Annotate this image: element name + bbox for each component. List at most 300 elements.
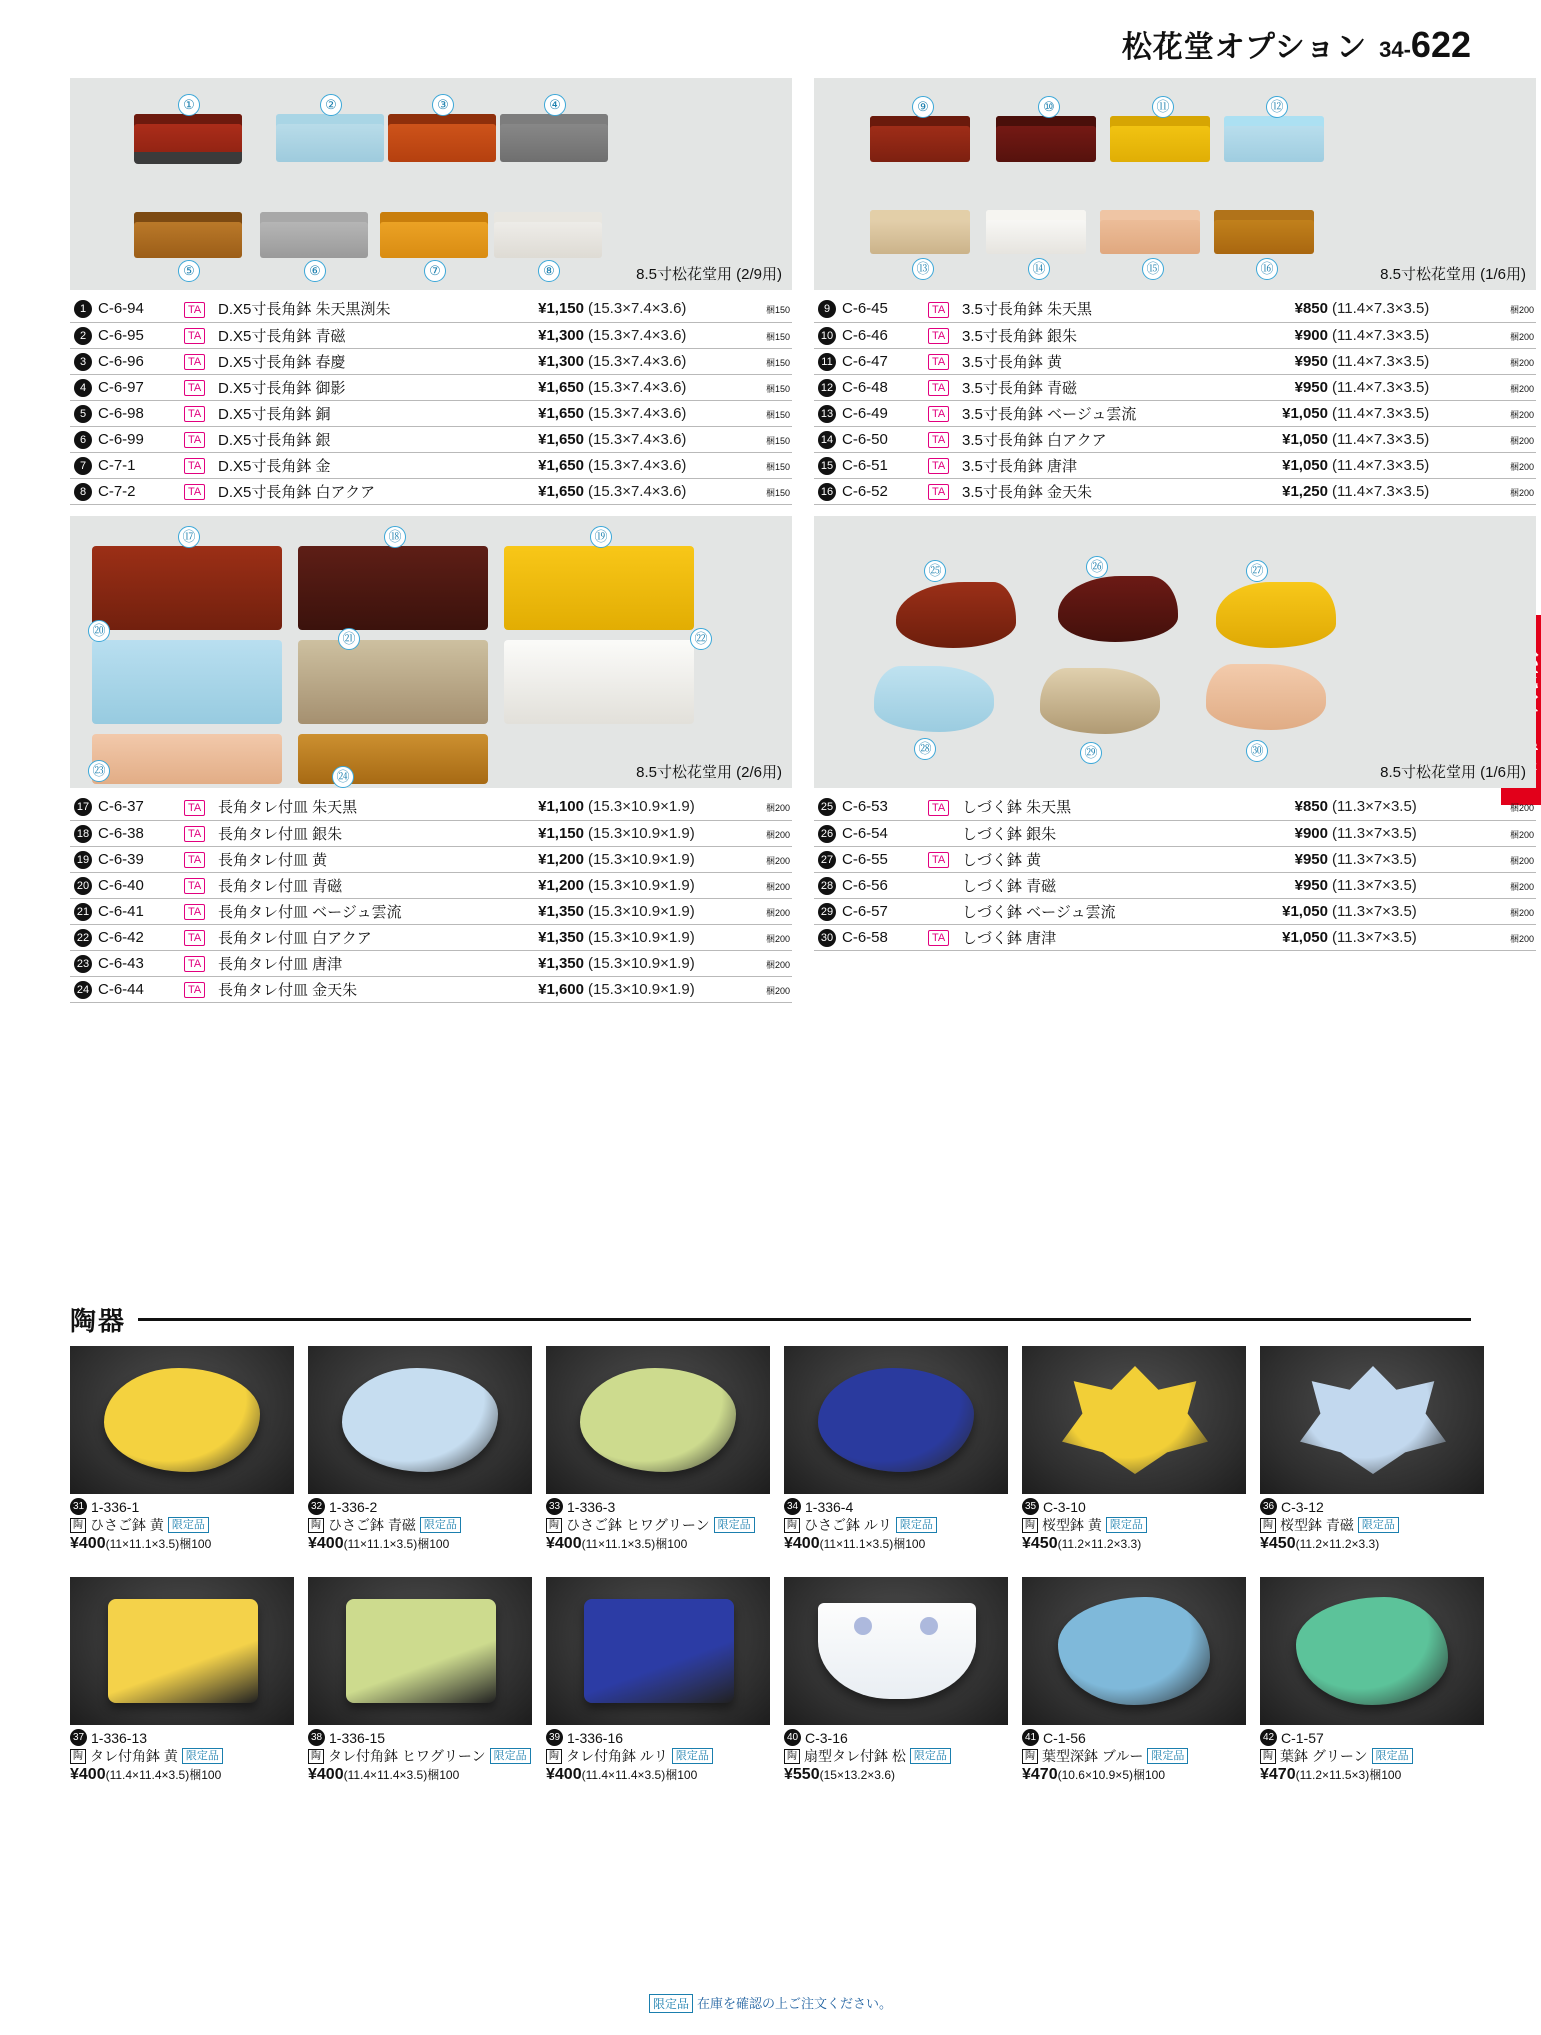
product-photo — [1022, 1577, 1246, 1725]
table-row — [814, 898, 1536, 924]
product-case: 梱100 — [189, 1768, 222, 1782]
ta-badge: TA — [182, 426, 216, 452]
product-price: ¥1,050 — [1235, 452, 1330, 478]
product-photo — [1260, 1346, 1484, 1494]
row-index: 11 — [814, 348, 840, 374]
product-name: 長角タレ付皿 金天朱 — [216, 976, 491, 1002]
product-name: 3.5寸長角鉢 青磁 — [960, 374, 1235, 400]
tou-badge: 陶 — [70, 1518, 86, 1533]
product-size: (11.4×7.3×3.5) — [1330, 452, 1480, 478]
product-name-line — [1022, 1515, 1246, 1535]
product-id-line: 39 1-336-16 — [546, 1729, 770, 1746]
ta-badge: TA — [182, 872, 216, 898]
limited-badge: 限定品 — [910, 1748, 951, 1764]
product-name: 長角タレ付皿 朱天黒 — [216, 794, 491, 820]
product-size: (15.3×7.4×3.6) — [586, 478, 736, 504]
product-name: 3.5寸長角鉢 白アクア — [960, 426, 1235, 452]
product-price: ¥1,200 — [491, 846, 586, 872]
product-size: (11.4×7.3×3.5) — [1330, 374, 1480, 400]
product-price-line — [546, 1535, 770, 1553]
table-row — [70, 400, 792, 426]
photo-marker-10: ⑩ — [1038, 96, 1060, 118]
table-row — [70, 872, 792, 898]
table-row — [70, 820, 792, 846]
row-index: 4 — [70, 374, 96, 400]
row-index: 27 — [814, 846, 840, 872]
product-code: C-6-46 — [840, 322, 926, 348]
photo-marker-30: ㉚ — [1246, 740, 1268, 762]
product-code: 1-336-4 — [805, 1498, 854, 1515]
product-name-line — [1260, 1515, 1484, 1535]
row-index: 9 — [814, 296, 840, 322]
product-name: 3.5寸長角鉢 唐津 — [960, 452, 1235, 478]
product-id-line: 35 C-3-10 — [1022, 1498, 1246, 1515]
table-row — [814, 478, 1536, 504]
table-row — [70, 924, 792, 950]
table-row — [814, 322, 1536, 348]
product-dim: (11.2×11.2×3.3) — [1057, 1537, 1142, 1551]
product-id-line: 38 1-336-15 — [308, 1729, 532, 1746]
product-code: C-6-95 — [96, 322, 182, 348]
ta-badge: TA — [182, 846, 216, 872]
product-case: 梱100 — [179, 1537, 212, 1551]
product-price-line — [546, 1766, 770, 1784]
table-row — [814, 452, 1536, 478]
product-name: ひさご鉢 ヒワグリーン — [566, 1517, 710, 1533]
product-case: 梱150 — [736, 322, 792, 348]
product-name: しづく鉢 唐津 — [960, 924, 1235, 950]
photo-marker-8: ⑧ — [538, 260, 560, 282]
product-price: ¥1,150 — [491, 820, 586, 846]
product-price-line — [1022, 1766, 1246, 1784]
product-name: 長角タレ付皿 ベージュ雲流 — [216, 898, 491, 924]
product-photo — [1022, 1346, 1246, 1494]
product-case: 梱200 — [736, 872, 792, 898]
product-dim: (11×11.1×3.5) — [819, 1537, 894, 1551]
product-name: D.X5寸長角鉢 白アクア — [216, 478, 491, 504]
product-price-line — [1022, 1535, 1246, 1553]
product-name-line — [70, 1515, 294, 1535]
ta-badge: TA — [926, 348, 960, 374]
ta-badge: TA — [926, 452, 960, 478]
row-index: 24 — [70, 976, 96, 1002]
ta-badge: TA — [182, 296, 216, 322]
product-dim: (11×11.1×3.5) — [105, 1537, 180, 1551]
page-header — [1122, 22, 1471, 66]
product-name: D.X5寸長角鉢 金 — [216, 452, 491, 478]
product-name: タレ付角鉢 ルリ — [566, 1748, 668, 1764]
product-name-line — [308, 1515, 532, 1535]
page-title: 松花堂オプション — [1121, 31, 1368, 64]
product-photo — [784, 1577, 1008, 1725]
product-photo-3 — [70, 516, 792, 788]
product-case: 梱200 — [736, 794, 792, 820]
product-case: 梱200 — [1480, 348, 1536, 374]
row-index: 16 — [814, 478, 840, 504]
product-cell — [70, 1577, 294, 1784]
section-header-ceramics — [70, 1301, 1471, 1338]
product-case: 梱200 — [736, 950, 792, 976]
product-size: (15.3×7.4×3.6) — [586, 296, 736, 322]
photo-1-caption: 8.5寸松花堂用 (2/9用) — [636, 266, 782, 283]
product-price: ¥400 — [308, 1766, 344, 1783]
product-case: 梱200 — [736, 846, 792, 872]
product-cell — [1022, 1346, 1246, 1553]
ta-badge — [926, 820, 960, 846]
row-index: 19 — [70, 846, 96, 872]
product-id-line: 32 1-336-2 — [308, 1498, 532, 1515]
product-case: 梱200 — [736, 898, 792, 924]
product-name: ひさご鉢 黄 — [90, 1517, 164, 1533]
product-size: (15.3×10.9×1.9) — [586, 794, 736, 820]
photo-marker-6: ⑥ — [304, 260, 326, 282]
photo-2-caption: 8.5寸松花堂用 (1/6用) — [1380, 266, 1526, 283]
product-name: しづく鉢 銀朱 — [960, 820, 1235, 846]
product-case: 梱200 — [1480, 374, 1536, 400]
product-dim: (11.2×11.5×3) — [1295, 1768, 1370, 1782]
limited-badge: 限定品 — [1147, 1748, 1188, 1764]
product-case: 梱200 — [1480, 478, 1536, 504]
product-name: 桜型鉢 青磁 — [1280, 1517, 1354, 1533]
product-cell — [1260, 1346, 1484, 1553]
product-size: (11.3×7×3.5) — [1330, 794, 1480, 820]
tou-badge: 陶 — [1260, 1518, 1276, 1533]
product-price: ¥1,350 — [491, 950, 586, 976]
row-index: 23 — [70, 950, 96, 976]
product-code: C-1-56 — [1043, 1729, 1086, 1746]
section-rule — [138, 1318, 1471, 1321]
product-case: 梱200 — [1480, 426, 1536, 452]
product-case: 梱100 — [417, 1537, 450, 1551]
product-photo-2 — [814, 78, 1536, 290]
table-row — [70, 452, 792, 478]
product-size: (11.4×7.3×3.5) — [1330, 296, 1480, 322]
limited-badge: 限定品 — [1372, 1748, 1413, 1764]
product-case: 梱100 — [655, 1537, 688, 1551]
ta-badge: TA — [926, 296, 960, 322]
product-case: 梱150 — [736, 296, 792, 322]
product-dim: (11.4×11.4×3.5) — [343, 1768, 428, 1782]
product-code: C-6-48 — [840, 374, 926, 400]
product-code: 1-336-16 — [567, 1729, 624, 1746]
tou-badge: 陶 — [1022, 1749, 1038, 1764]
table-row — [70, 976, 792, 1002]
product-name: しづく鉢 青磁 — [960, 872, 1235, 898]
product-photo — [546, 1577, 770, 1725]
product-price: ¥1,100 — [491, 794, 586, 820]
photo-marker-23: ㉓ — [88, 760, 110, 782]
product-case: 梱200 — [1480, 820, 1536, 846]
product-name: しづく鉢 ベージュ雲流 — [960, 898, 1235, 924]
product-price-line — [70, 1535, 294, 1553]
table-row — [814, 348, 1536, 374]
limited-badge: 限定品 — [1106, 1517, 1147, 1533]
row-index: 20 — [70, 872, 96, 898]
product-price: ¥1,350 — [491, 924, 586, 950]
limited-badge: 限定品 — [896, 1517, 937, 1533]
row-index: 30 — [814, 924, 840, 950]
product-name: 長角タレ付皿 青磁 — [216, 872, 491, 898]
product-price: ¥400 — [70, 1535, 106, 1552]
product-case: 梱100 — [1369, 1768, 1402, 1782]
product-name-line — [546, 1746, 770, 1766]
limited-badge: 限定品 — [490, 1748, 531, 1764]
product-price: ¥1,300 — [491, 348, 586, 374]
limited-badge: 限定品 — [649, 1994, 693, 2013]
product-code: 1-336-15 — [329, 1729, 386, 1746]
product-name: 3.5寸長角鉢 ベージュ雲流 — [960, 400, 1235, 426]
photo-3-caption: 8.5寸松花堂用 (2/6用) — [636, 764, 782, 781]
ta-badge: TA — [926, 374, 960, 400]
product-case: 梱200 — [736, 976, 792, 1002]
row-index: 18 — [70, 820, 96, 846]
ta-badge: TA — [182, 348, 216, 374]
product-code: 1-336-3 — [567, 1498, 616, 1515]
photo-marker-4: ④ — [544, 94, 566, 116]
table-row — [70, 794, 792, 820]
product-code: C-6-52 — [840, 478, 926, 504]
ta-badge: TA — [182, 322, 216, 348]
tou-badge: 陶 — [784, 1749, 800, 1764]
product-cell — [308, 1346, 532, 1553]
tou-badge: 陶 — [546, 1749, 562, 1764]
product-code: C-6-43 — [96, 950, 182, 976]
product-code: C-6-44 — [96, 976, 182, 1002]
tou-badge: 陶 — [308, 1749, 324, 1764]
product-name: 扇型タレ付鉢 松 — [804, 1748, 906, 1764]
row-index: 17 — [70, 794, 96, 820]
product-cell — [546, 1346, 770, 1553]
product-price-line — [1260, 1535, 1484, 1553]
product-photo — [70, 1346, 294, 1494]
product-code: C-6-94 — [96, 296, 182, 322]
product-dim: (10.6×10.9×5) — [1057, 1768, 1133, 1782]
product-price: ¥1,650 — [491, 452, 586, 478]
photo-marker-13: ⑬ — [912, 258, 934, 280]
product-name: タレ付角鉢 ヒワグリーン — [328, 1748, 486, 1764]
row-index: 13 — [814, 400, 840, 426]
table-row — [70, 348, 792, 374]
product-name-line — [784, 1515, 1008, 1535]
row-index: 3 — [70, 348, 96, 374]
photo-marker-29: ㉙ — [1080, 742, 1102, 764]
product-case: 梱200 — [1480, 322, 1536, 348]
product-code: C-6-96 — [96, 348, 182, 374]
product-id-line: 42 C-1-57 — [1260, 1729, 1484, 1746]
product-name: 長角タレ付皿 黄 — [216, 846, 491, 872]
product-price: ¥400 — [546, 1766, 582, 1783]
ta-badge — [926, 898, 960, 924]
photo-marker-3: ③ — [432, 94, 454, 116]
product-size: (15.3×7.4×3.6) — [586, 322, 736, 348]
ta-badge — [926, 872, 960, 898]
product-case: 梱150 — [736, 374, 792, 400]
product-cell — [546, 1577, 770, 1784]
product-dim: (11×11.1×3.5) — [581, 1537, 656, 1551]
table-row — [814, 374, 1536, 400]
photo-marker-14: ⑭ — [1028, 258, 1050, 280]
product-price-line — [70, 1766, 294, 1784]
product-code: C-1-57 — [1281, 1729, 1324, 1746]
row-index: 1 — [70, 296, 96, 322]
product-name: 3.5寸長角鉢 銀朱 — [960, 322, 1235, 348]
product-size: (11.3×7×3.5) — [1330, 872, 1480, 898]
table-row — [70, 846, 792, 872]
product-price: ¥1,250 — [1235, 478, 1330, 504]
tou-badge: 陶 — [1260, 1749, 1276, 1764]
product-price: ¥1,600 — [491, 976, 586, 1002]
product-case: 梱200 — [1480, 296, 1536, 322]
section-title: 陶器 — [70, 1306, 127, 1336]
product-dim: (11×11.1×3.5) — [343, 1537, 418, 1551]
ta-badge: TA — [926, 924, 960, 950]
product-price: ¥400 — [784, 1535, 820, 1552]
product-price: ¥1,150 — [491, 296, 586, 322]
photo-marker-1: ① — [178, 94, 200, 116]
ta-badge: TA — [926, 400, 960, 426]
product-name: D.X5寸長角鉢 銅 — [216, 400, 491, 426]
product-price: ¥950 — [1235, 374, 1330, 400]
table-row — [814, 820, 1536, 846]
ta-badge: TA — [182, 794, 216, 820]
product-case: 梱200 — [736, 820, 792, 846]
product-code: C-3-12 — [1281, 1498, 1324, 1515]
photo-marker-17: ⑰ — [178, 526, 200, 548]
product-name: 長角タレ付皿 白アクア — [216, 924, 491, 950]
product-price: ¥400 — [70, 1766, 106, 1783]
product-code: C-6-37 — [96, 794, 182, 820]
product-name: D.X5寸長角鉢 銀 — [216, 426, 491, 452]
product-name-line — [546, 1515, 770, 1535]
photo-4-caption: 8.5寸松花堂用 (1/6用) — [1380, 764, 1526, 781]
product-size: (15.3×7.4×3.6) — [586, 400, 736, 426]
product-case: 梱150 — [736, 478, 792, 504]
product-id-line: 33 1-336-3 — [546, 1498, 770, 1515]
product-size: (15.3×7.4×3.6) — [586, 452, 736, 478]
page-number: 34-622 — [1379, 24, 1471, 65]
product-size: (15.3×10.9×1.9) — [586, 950, 736, 976]
product-price: ¥400 — [546, 1535, 582, 1552]
product-code: C-6-54 — [840, 820, 926, 846]
product-dim: (11.2×11.2×3.3) — [1295, 1537, 1380, 1551]
product-photo-4 — [814, 516, 1536, 788]
product-cell — [1022, 1577, 1246, 1784]
product-code: C-6-45 — [840, 296, 926, 322]
ceramic-grid-row-1 — [70, 1346, 1471, 1553]
table-row — [814, 924, 1536, 950]
product-photo — [308, 1346, 532, 1494]
footer-note — [0, 1993, 1541, 2013]
ceramic-grid-row-2 — [70, 1577, 1471, 1784]
product-code: C-7-2 — [96, 478, 182, 504]
tou-badge: 陶 — [546, 1518, 562, 1533]
product-price-line — [784, 1766, 1008, 1784]
product-name-line — [308, 1746, 532, 1766]
product-code: 1-336-13 — [91, 1729, 148, 1746]
product-price: ¥950 — [1235, 348, 1330, 374]
tou-badge: 陶 — [1022, 1518, 1038, 1533]
limited-badge: 限定品 — [1358, 1517, 1399, 1533]
product-size: (15.3×10.9×1.9) — [586, 898, 736, 924]
product-price: ¥1,050 — [1235, 426, 1330, 452]
table-row — [70, 950, 792, 976]
product-code: C-3-16 — [805, 1729, 848, 1746]
product-case: 梱200 — [1480, 452, 1536, 478]
ta-badge: TA — [926, 426, 960, 452]
product-cell — [1260, 1577, 1484, 1784]
row-index: 12 — [814, 374, 840, 400]
product-price-line — [308, 1766, 532, 1784]
table-row — [814, 400, 1536, 426]
product-price: ¥1,200 — [491, 872, 586, 898]
product-dim: (11.4×11.4×3.5) — [105, 1768, 190, 1782]
table-row — [814, 846, 1536, 872]
product-price-line — [308, 1535, 532, 1553]
product-code: C-6-99 — [96, 426, 182, 452]
product-name: D.X5寸長角鉢 朱天黒渕朱 — [216, 296, 491, 322]
product-name: D.X5寸長角鉢 春慶 — [216, 348, 491, 374]
product-name: 桜型鉢 黄 — [1042, 1517, 1102, 1533]
row-index: 7 — [70, 452, 96, 478]
product-id-line: 34 1-336-4 — [784, 1498, 1008, 1515]
product-name: 3.5寸長角鉢 朱天黒 — [960, 296, 1235, 322]
product-name: ひさご鉢 ルリ — [804, 1517, 892, 1533]
photo-marker-22: ㉒ — [690, 628, 712, 650]
limited-badge: 限定品 — [182, 1748, 223, 1764]
product-cell — [784, 1346, 1008, 1553]
product-code: C-6-57 — [840, 898, 926, 924]
product-photo — [70, 1577, 294, 1725]
product-code: C-6-56 — [840, 872, 926, 898]
product-price: ¥900 — [1235, 322, 1330, 348]
row-index: 25 — [814, 794, 840, 820]
product-price: ¥1,650 — [491, 400, 586, 426]
photo-marker-19: ⑲ — [590, 526, 612, 548]
ta-badge: TA — [182, 452, 216, 478]
product-size: (11.3×7×3.5) — [1330, 898, 1480, 924]
product-code: C-6-53 — [840, 794, 926, 820]
product-code: C-6-98 — [96, 400, 182, 426]
product-code: C-7-1 — [96, 452, 182, 478]
photo-marker-7: ⑦ — [424, 260, 446, 282]
product-code: C-6-55 — [840, 846, 926, 872]
row-index: 2 — [70, 322, 96, 348]
product-code: C-6-39 — [96, 846, 182, 872]
limited-badge: 限定品 — [714, 1517, 755, 1533]
footer-text: 在庫を確認の上ご注文ください。 — [697, 1996, 893, 2011]
product-size: (15.3×10.9×1.9) — [586, 820, 736, 846]
row-index: 22 — [70, 924, 96, 950]
product-photo-1 — [70, 78, 792, 290]
product-code: C-6-40 — [96, 872, 182, 898]
photo-marker-11: ⑪ — [1152, 96, 1174, 118]
table-row — [814, 426, 1536, 452]
product-name: 葉型深鉢 ブルー — [1042, 1748, 1144, 1764]
ta-badge: TA — [182, 374, 216, 400]
ta-badge: TA — [926, 846, 960, 872]
photo-marker-20: ⑳ — [88, 620, 110, 642]
product-size: (11.4×7.3×3.5) — [1330, 400, 1480, 426]
product-code: C-6-58 — [840, 924, 926, 950]
product-id-line: 40 C-3-16 — [784, 1729, 1008, 1746]
row-index: 10 — [814, 322, 840, 348]
product-name: 長角タレ付皿 銀朱 — [216, 820, 491, 846]
row-index: 15 — [814, 452, 840, 478]
item-table-1 — [70, 296, 792, 505]
product-id-line: 37 1-336-13 — [70, 1729, 294, 1746]
photo-marker-5: ⑤ — [178, 260, 200, 282]
product-price: ¥850 — [1235, 794, 1330, 820]
